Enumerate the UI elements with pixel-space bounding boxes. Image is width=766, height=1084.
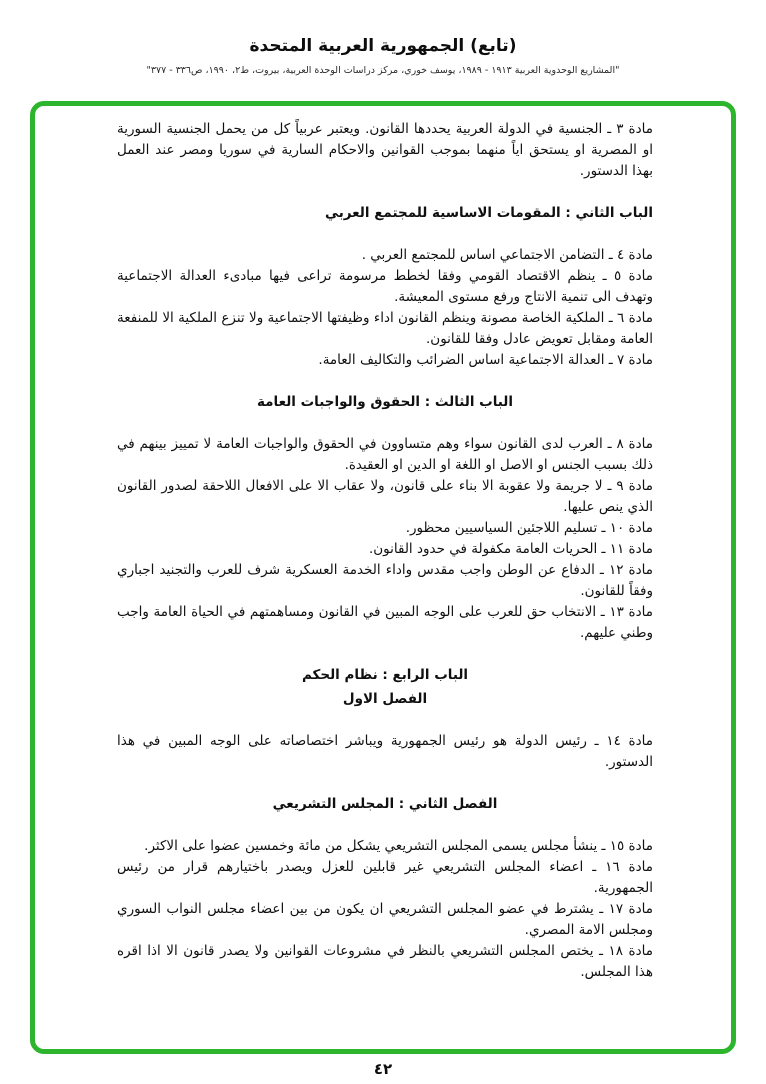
section-heading: الفصل الاول [342,691,428,707]
article-paragraph: مادة ١٨ ـ يختص المجلس التشريعي بالنظر في مشروعات القوانين ولا يصدر قانون الا اذا اقره هذا المجلس. [117,943,653,980]
citation-line: "المشاريع الوحدوية العربية ١٩١٣ - ١٩٨٩، يوسف خوري، مركز دراسات الوحدة العربية، بيروت، ط٢، ١٩٩٠، ص٣٣٦ - ٣٧٧" [146,65,620,76]
page-header [0,36,766,76]
article-paragraph: مادة ١٠ ـ تسليم اللاجئين السياسيين محظور. [405,520,653,536]
article-paragraph: مادة ٤ ـ التضامن الاجتماعي اساس للمجتمع العربي . [361,247,653,263]
article-paragraph: مادة ٥ ـ ينظم الاقتصاد القومي وفقا لخطط مرسومة تراعى فيها مبادىء العدالة الاجتماعية وتهدف الى تنمية الانتاج ورفع مستوى المعيشة. [117,268,653,305]
section-heading: الباب الرابع : نظام الحكم [301,667,469,683]
article-paragraph: مادة ١١ ـ الحريات العامة مكفولة في حدود القانون. [368,541,653,557]
article-paragraph: مادة ٩ ـ لا جريمة ولا عقوبة الا بناء على قانون، ولا عقاب الا على الافعال اللاحقة لصدور القانون الذي ينص عليها. [117,478,653,515]
section-heading: الباب الثاني : المقومات الاساسية للمجتمع العربي [325,205,653,221]
article-paragraph: مادة ٣ ـ الجنسية في الدولة العربية يحددها القانون. ويعتبر عربياً كل من يحمل الجنسية السورية او المصرية او يستحق اياً منهما بموجب القوانين والاحكام السارية في سوريا ومصر عند العمل بهذا الدستور. [117,121,653,179]
section-heading: الفصل الثاني : المجلس التشريعي [272,796,498,812]
article-paragraph: مادة ١٧ ـ يشترط في عضو المجلس التشريعي ان يكون من بين اعضاء مجلس النواب السوري ومجلس الامة المصري. [117,901,653,938]
article-paragraph: مادة ٦ ـ الملكية الخاصة مصونة وينظم القانون اداء وظيفتها الاجتماعية ولا تنزع الملكية الا للمنفعة العامة ومقابل تعويض عادل وفقا للقانون. [117,310,653,347]
page-title: (تابع) الجمهورية العربية المتحدة [249,36,517,56]
article-paragraph: مادة ١٦ ـ اعضاء المجلس التشريعي غير قابلين للعزل ويصدر باختيارهم قرار من رئيس الجمهورية. [117,859,653,896]
article-paragraph: مادة ٧ ـ العدالة الاجتماعية اساس الضرائب والتكاليف العامة. [318,352,653,368]
section-heading: الباب الثالث : الحقوق والواجبات العامة [256,394,514,410]
page-number: ٤٢ [373,1060,393,1078]
article-paragraph: مادة ١٣ ـ الانتخاب حق للعرب على الوجه المبين في القانون ومساهمتهم في الحياة العامة واجب وطني عليهم. [117,604,653,641]
document-body [35,106,731,983]
article-paragraph: مادة ١٢ ـ الدفاع عن الوطن واجب مقدس واداء الخدمة العسكرية شرف للعرب والتجنيد اجباري وفقاً للقانون. [117,562,653,599]
article-paragraph: مادة ١٥ ـ ينشأ مجلس يسمى المجلس التشريعي يشكل من مائة وخمسين عضوا على الاكثر. [144,838,653,854]
article-paragraph: مادة ١٤ ـ رئيس الدولة هو رئيس الجمهورية ويباشر اختصاصاته على الوجه المبين في هذا الدستور. [117,733,653,770]
article-paragraph: مادة ٨ ـ العرب لدى القانون سواء وهم متساوون في الحقوق والواجبات العامة لا تمييز بينهم في ذلك بسبب الجنس او الاصل او اللغة او الدين او العقيدة. [117,436,653,473]
content-frame [30,101,736,1054]
